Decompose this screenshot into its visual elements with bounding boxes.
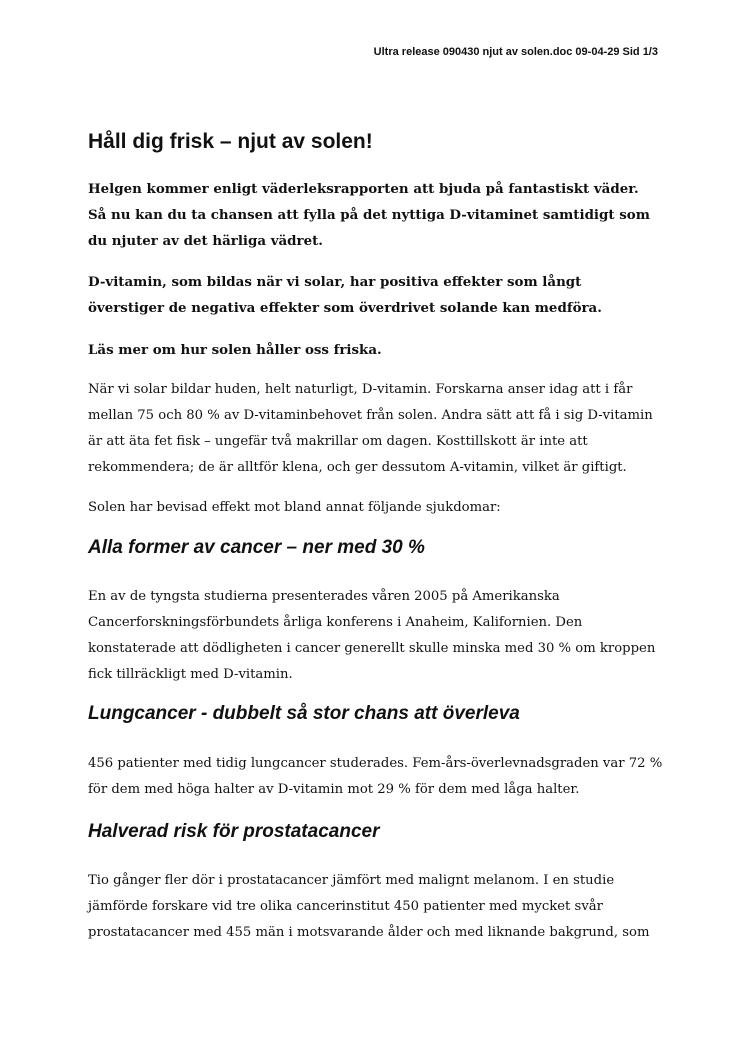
section-3-line: prostatacancer med 455 män i motsvarande ålder och med liknande bakgrund, som — [88, 925, 650, 940]
section-1-line: fick tillräckligt med D-vitamin. — [88, 667, 293, 682]
section-2-line: för dem med höga halter av D-vitamin mot 29 % för dem med låga halter. — [88, 782, 580, 797]
read-more-line: Läs mer om hur solen håller oss friska. — [88, 342, 382, 358]
body-2-line: Solen har bevisad effekt mot bland annat följande sjukdomar: — [88, 500, 501, 515]
document-title: Håll dig frisk – njut av solen! — [88, 130, 373, 153]
section-1-line: konstaterade att dödligheten i cancer generellt skulle minska med 30 % om kroppen — [88, 641, 656, 656]
intro-paragraph-1 — [88, 176, 668, 254]
body-1-line: är att äta fet fisk – ungefär två makrillar om dagen. Kosttillskott är inte att — [88, 434, 588, 449]
section-3-line: Tio gånger fler dör i prostatacancer jämfört med malignt melanom. I en studie — [88, 873, 615, 888]
body-paragraph-1 — [88, 377, 668, 481]
section-1-line: Cancerforskningsförbundets årliga konferens i Anaheim, Kalifornien. Den — [88, 615, 583, 630]
intro-1-line: Helgen kommer enligt väderleksrapporten att bjuda på fantastiskt väder. — [88, 181, 639, 197]
intro-2-line: D-vitamin, som bildas när vi solar, har positiva effekter som långt — [88, 274, 582, 290]
body-paragraph-2 — [88, 495, 668, 521]
body-1-line: När vi solar bildar huden, helt naturligt, D-vitamin. Forskarna anser idag att i får — [88, 382, 633, 397]
section-3-paragraph — [88, 868, 668, 946]
section-1-line: En av de tyngsta studierna presenterades våren 2005 på Amerikanska — [88, 589, 560, 604]
section-3-line: jämförde forskare vid tre olika cancerinstitut 450 patienter med mycket svår — [88, 899, 603, 914]
section-3-heading: Halverad risk för prostatacancer — [88, 821, 380, 842]
section-2-heading: Lungcancer - dubbelt så stor chans att överleva — [88, 703, 520, 724]
section-2-paragraph — [88, 751, 668, 803]
section-2-line: 456 patienter med tidig lungcancer studerades. Fem-års-överlevnadsgraden var 72 % — [88, 756, 663, 771]
page-header: Ultra release 090430 njut av solen.doc 09-04-29 Sid 1/3 — [373, 46, 658, 58]
intro-paragraph-2 — [88, 269, 668, 321]
intro-2-line: överstiger de negativa effekter som överdrivet solande kan medföra. — [88, 300, 602, 316]
read-more-paragraph — [88, 337, 668, 363]
intro-1-line: Så nu kan du ta chansen att fylla på det nyttiga D-vitaminet samtidigt som — [88, 207, 650, 223]
intro-1-line: du njuter av det härliga vädret. — [88, 233, 323, 249]
body-1-line: rekommendera; de är alltför klena, och ger dessutom A-vitamin, vilket är giftigt. — [88, 460, 627, 475]
section-1-heading: Alla former av cancer – ner med 30 % — [88, 537, 425, 558]
section-1-paragraph — [88, 584, 668, 688]
body-1-line: mellan 75 och 80 % av D-vitaminbehovet från solen. Andra sätt att få i sig D-vitamin — [88, 408, 653, 423]
